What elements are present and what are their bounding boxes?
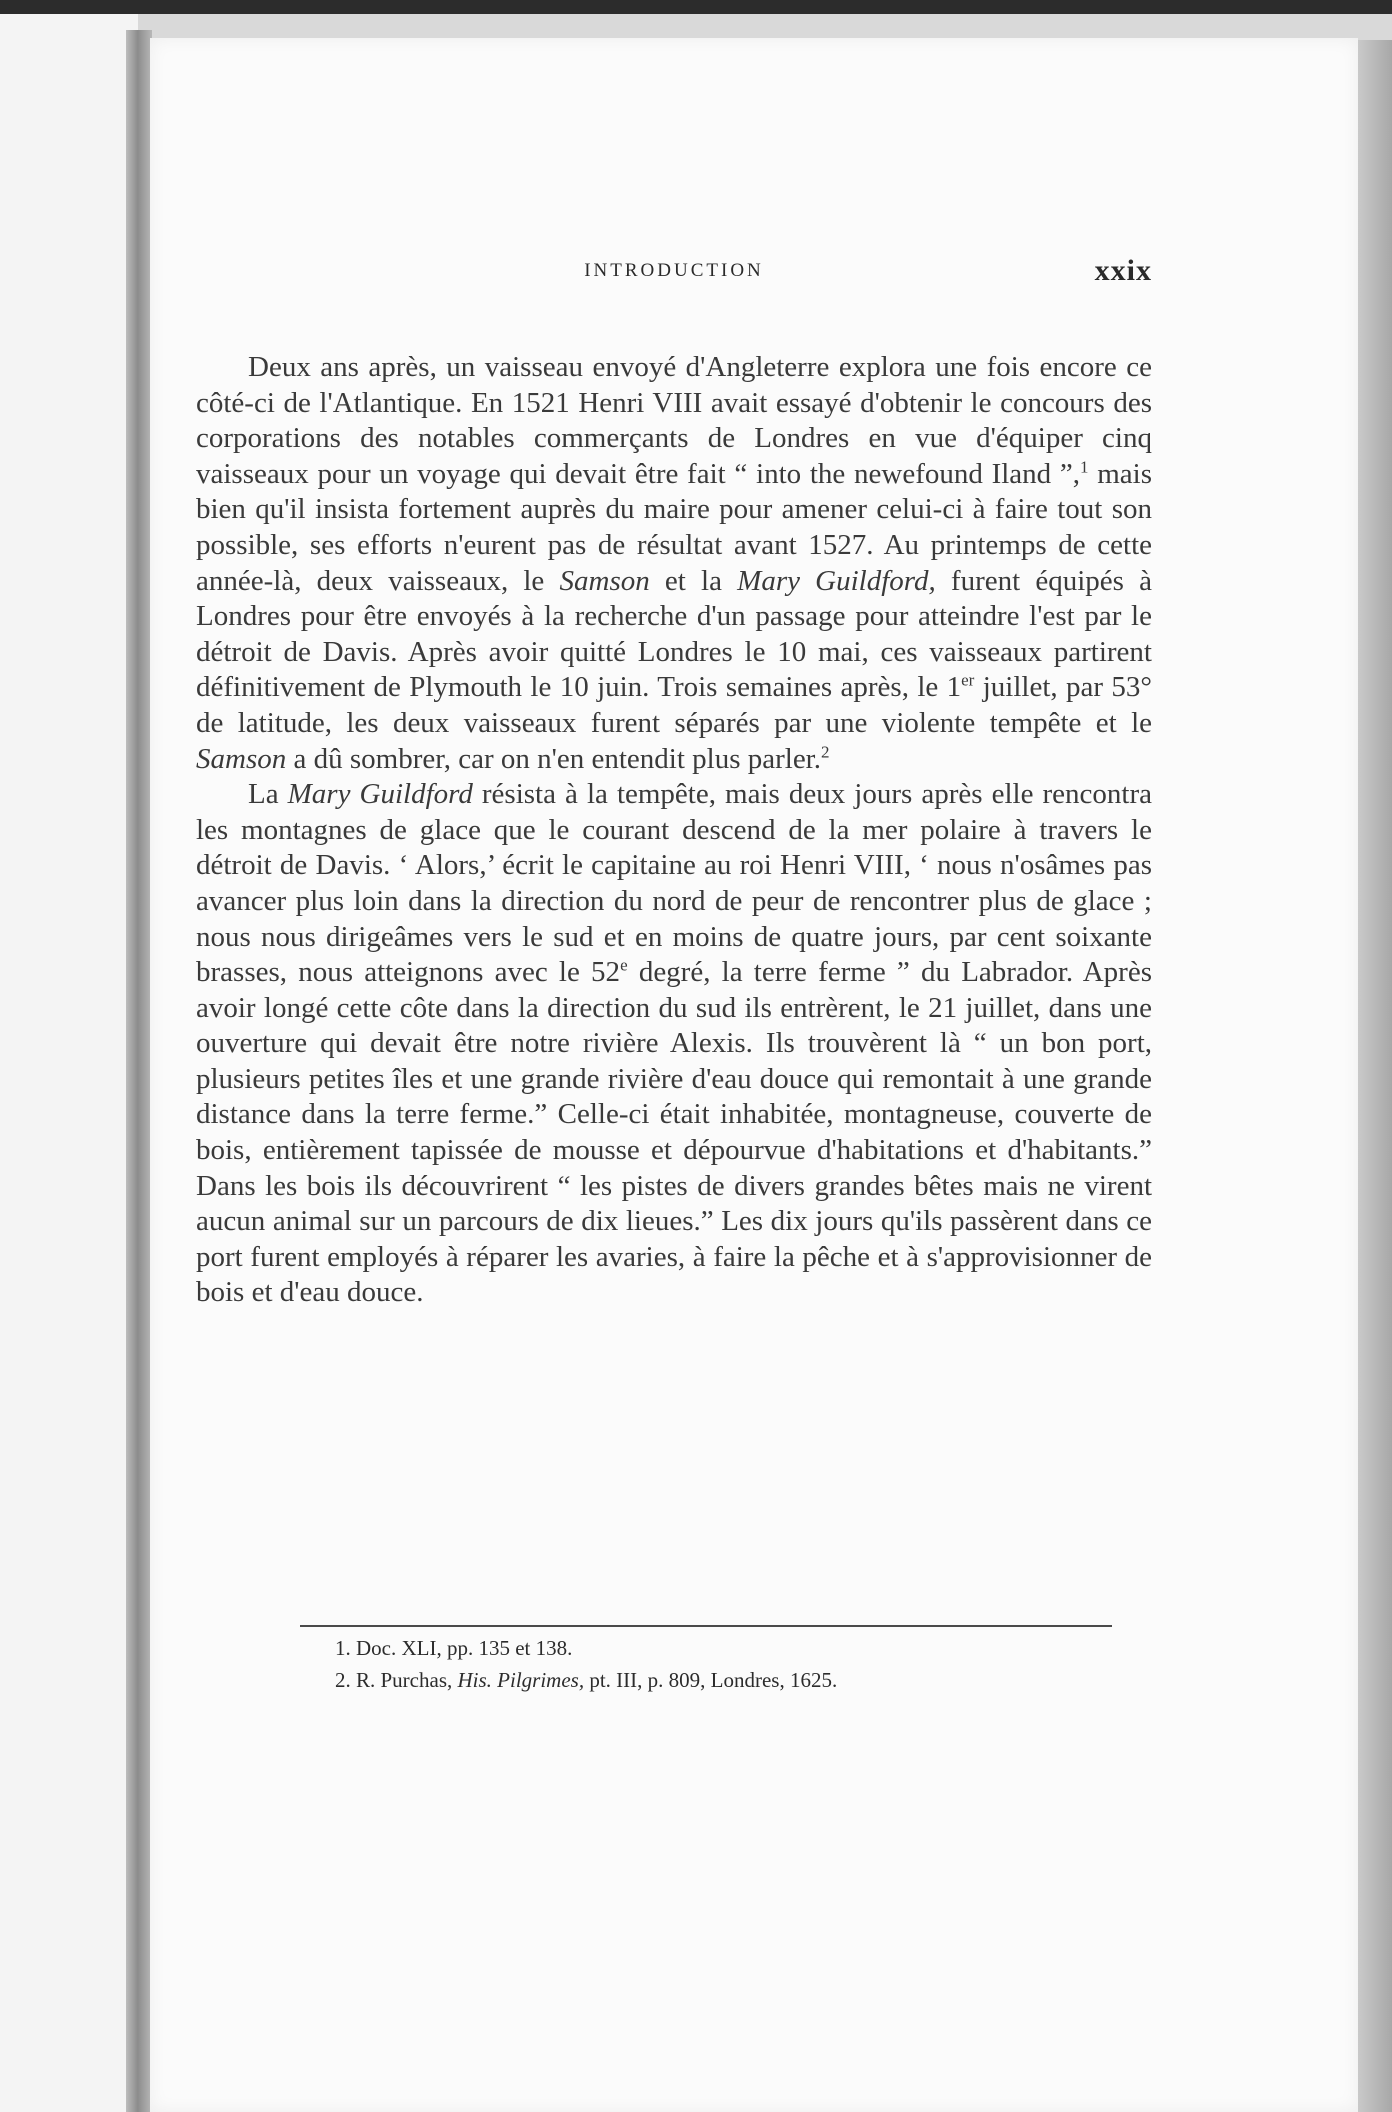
page-header [196,254,1152,304]
text-run: mais bien qu'il insista fortement auprès du maire pour amener celui-ci à faire tout son possible, ses efforts n'eurent pas de résultat avant 1527. Au printemps de cette année-là, deux vaisseaux, le [196,457,1152,597]
ship-name: Samson [196,742,287,775]
footnotes [335,1632,1135,1696]
right-page-edge [1352,40,1392,2112]
paragraph-2 [196,777,1152,1311]
left-page-edge [0,14,138,2112]
footnote-ref-1: 1 [1080,457,1089,477]
ship-name: Mary Guildford, [737,564,936,597]
text-run: Deux ans après, un vaisseau envoyé d'Angleterre explora une fois encore ce côté-ci de l'Atlantique. En 1521 Henri VIII avait essayé d'obtenir le concours des corporations des notables commerçants de Londres en vue d'équiper cinq vaisseaux pour un voyage qui devait être fait “ into the newefound Iland ”, [196,351,1152,490]
footnote-2 [335,1664,1135,1696]
ship-name: Mary Guildford [287,778,473,811]
text-run: juillet, par 53° de latitude, les deux vaisseaux furent séparés par une violente tempête et le [196,671,1152,739]
running-head: INTRODUCTION [584,260,764,281]
text-run: furent équipés à Londres pour être envoyés à la recherche d'un passage pour atteindre l'est par le détroit de Davis. Après avoir quitté Londres le 10 mai, ces vaisseaux partirent définitivement de Plymouth le 10 juin. Trois semaines après, le 1 [196,564,1152,704]
footnote-text: pt. III, p. 809, Londres, 1625. [584,1668,838,1692]
footnote-ref-2: 2 [821,741,830,761]
page-number: xxix [1094,254,1152,287]
ordinal-suffix: er [961,670,975,690]
paragraph-1 [196,350,1152,777]
ship-name: Samson [559,564,650,597]
text-run: et la [649,564,738,597]
footnote-divider [300,1625,1112,1627]
text-run: La [248,778,288,811]
footnote-1: 1. Doc. XLI, pp. 135 et 138. [335,1636,573,1660]
footnote-text: 2. R. Purchas, [335,1668,458,1692]
footnote-title: His. Pilgrimes, [457,1668,585,1692]
text-run: a dû sombrer, car on n'en entendit plus parler. [286,742,821,775]
ordinal-suffix: e [620,955,628,975]
text-run: degré, la terre ferme ” du Labrador. Après avoir longé cette côte dans la direction du sud ils entrèrent, le 21 juillet, dans une ouverture qui devait être notre rivière Alexis. Ils trouvèrent là “ un bon port, plusieurs petites îles et une grande rivière d'eau douce qui remontait à une grande distance dans la terre ferme.” Celle-ci était inhabitée, montagneuse, couverte de bois, entièrement tapissée de mousse et dépourvue d'habitations et d'habitants.” Dans les bois ils découvrirent “ les pistes de divers grandes bêtes mais ne virent aucun animal sur un parcours de dix lieues.” Les dix jours qu'ils passèrent dans ce port furent employés à réparer les avaries, à faire la pêche et à s'approvisionner de bois et d'eau douce. [196,956,1152,1309]
body-text [196,350,1152,1311]
scan-top-border [0,0,1392,14]
text-run: résista à la tempête, mais deux jours après elle rencontra les montagnes de glace que le courant descend de la mer polaire à travers le détroit de Davis. ‘ Alors,’ écrit le capitaine au roi Henri VIII, ‘ nous n'osâmes pas avancer plus loin dans la direction du nord de peur de rencontrer plus de glace ; nous nous dirigeâmes vers le sud et en moins de quatre jours, par cent soixante brasses, nous atteignons avec le 52 [196,778,1152,989]
book-gutter [126,30,152,2112]
